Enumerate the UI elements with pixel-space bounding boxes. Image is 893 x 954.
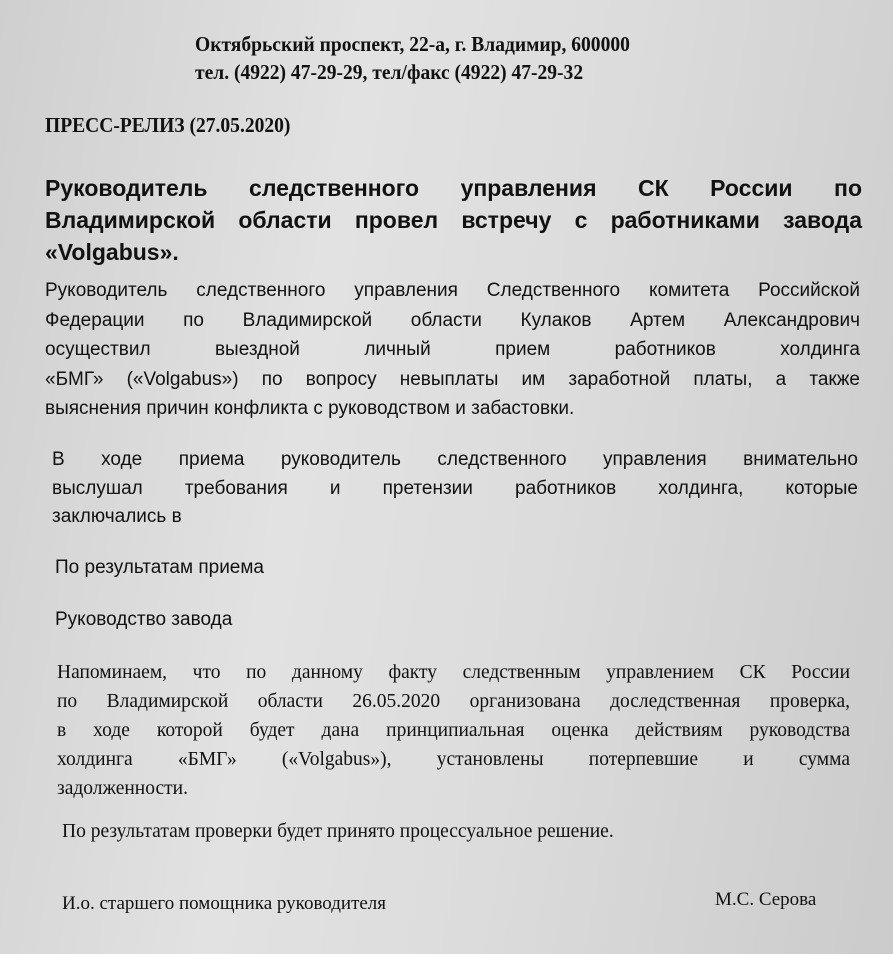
text-line: Напоминаем, что по данному факту следственным управлением СК России bbox=[57, 662, 850, 683]
letterhead bbox=[195, 30, 630, 86]
phones: тел. (4922) 47-29-29, тел/факс (4922) 47-29-32 bbox=[195, 60, 584, 84]
text-line: в ходе которой будет дана принципиальная оценка действиям руководства bbox=[57, 720, 850, 741]
closing-sentence: По результатам проверки будет принято процессуальное решение. bbox=[62, 821, 614, 842]
text-line: Федерации по Владимирской области Кулаков Артем Александрович bbox=[45, 309, 860, 331]
signatory-name: М.С. Серова bbox=[715, 889, 817, 910]
signatory-position: И.о. старшего помощника руководителя bbox=[62, 893, 387, 914]
text-line: холдинга «БМГ» («Volgabus»), установлены потерпевшие и сумма bbox=[57, 749, 850, 770]
text-line: осуществил выездной личный прием работников холдинга bbox=[45, 339, 860, 360]
text-line: Руководитель следственного управления Следственного комитета Российской bbox=[45, 280, 860, 301]
paragraph-2 bbox=[52, 446, 858, 532]
headline bbox=[45, 172, 862, 268]
text-line: выслушал требования и претензии работников холдинга, которые bbox=[52, 477, 858, 499]
paragraph-3 bbox=[57, 658, 850, 803]
text-line: задолженности. bbox=[57, 778, 188, 799]
press-release-label: ПРЕСС-РЕЛИЗ (27.05.2020) bbox=[45, 113, 291, 137]
address: Октябрьский проспект, 22-а, г. Владимир, 600000 bbox=[195, 32, 630, 56]
text-line: заключались в bbox=[52, 506, 182, 527]
headline-line: Владимирской области провел встречу с работниками завода bbox=[45, 207, 862, 233]
text-line: по Владимирской области 26.05.2020 организована доследственная проверка, bbox=[57, 691, 850, 712]
headline-line: «Volgabus». bbox=[45, 239, 179, 265]
text-line: В ходе приема руководитель следственного управления внимательно bbox=[52, 449, 858, 470]
stub-results: По результатам приема bbox=[55, 557, 264, 578]
text-line: выяснения причин конфликта с руководством и забастовки. bbox=[45, 398, 575, 419]
stub-management: Руководство завода bbox=[55, 609, 233, 630]
text-line: «БМГ» («Volgabus») по вопросу невыплаты им заработной платы, а также bbox=[45, 368, 860, 390]
headline-line: Руководитель следственного управления СК России по bbox=[45, 175, 862, 201]
paragraph-1 bbox=[45, 276, 860, 424]
